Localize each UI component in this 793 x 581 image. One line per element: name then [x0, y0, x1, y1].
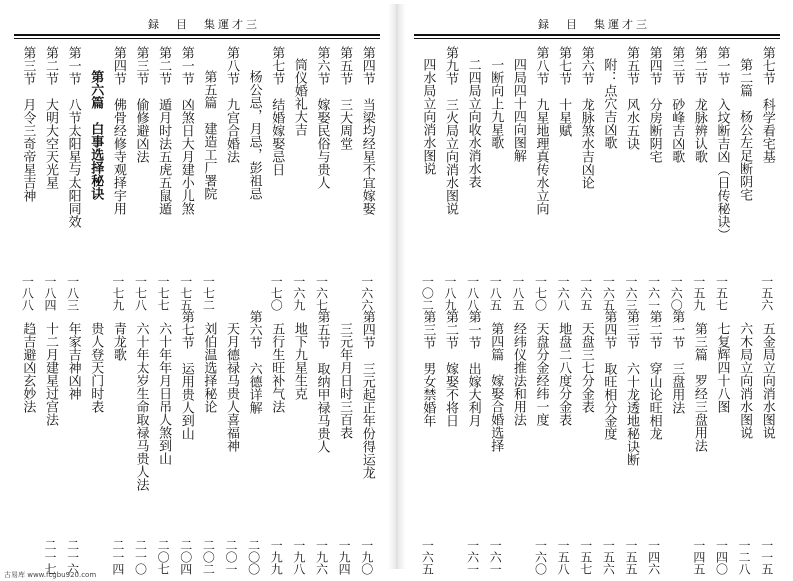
toc-entry-title: 第三篇 罗经三盘用法 [691, 322, 707, 452]
toc-entry [267, 310, 285, 575]
toc-entry [358, 46, 376, 311]
toc-entry-title: 第四节 当梁均经星不宜嫁娶 [359, 46, 375, 215]
header-rule-thin [14, 38, 380, 39]
toc-entry-page-number: 一八五 [510, 275, 525, 311]
toc-entry [418, 310, 436, 575]
toc-entry-title: 十二月建星过宫法 [42, 322, 58, 426]
toc-entry-page-number: 一〇二 [420, 275, 435, 311]
header-lu: 録 [538, 18, 552, 31]
toc-entry [418, 46, 436, 311]
toc-entry [290, 46, 308, 311]
toc-entry [599, 46, 617, 311]
header-lu: 録 [148, 18, 162, 31]
toc-entry [690, 310, 708, 575]
toc-entry-title: 地下九星生克 [291, 322, 307, 400]
toc-entry [358, 310, 376, 575]
toc-entry-title: 第七节 运用贵人到山 [178, 310, 194, 440]
toc-entry-title: 第三节 月令三奇帝星吉神 [20, 46, 36, 202]
left-page-header [148, 16, 260, 32]
toc-entry [577, 310, 595, 575]
toc-entry-title: 第二节 遁月时法五虎五鼠遁 [156, 46, 172, 215]
toc-entry-page-number: 二〇一 [223, 539, 238, 575]
toc-entry-page-number: 二〇四 [178, 539, 193, 575]
toc-entry-title: 筒仪婚礼大吉 [291, 58, 307, 136]
toc-entry [667, 46, 685, 311]
toc-entry-page-number: 一六九 [291, 275, 306, 311]
toc-entry-title: 第三节 砂峰吉凶歌 [669, 46, 685, 163]
toc-entry-title: 第四节 取旺相分金度 [601, 310, 617, 440]
toc-entry-page-number: 一九〇 [359, 539, 374, 575]
header-rule [14, 34, 380, 36]
toc-entry-title: 第五节 三大周堂 [337, 46, 353, 150]
toc-entry-title: 第四篇 嫁娶合婚选择 [488, 322, 504, 452]
toc-entry-title: 杨公忌，月忌，彭祖忌 [246, 70, 262, 200]
toc-entry-page-number: 一四五 [691, 539, 706, 575]
toc-entry [486, 46, 504, 311]
toc-entry-page-number: 一五八 [556, 539, 571, 575]
left-bottom-block [8, 310, 386, 575]
toc-entry [554, 46, 572, 311]
toc-entry-page-number: 一二八 [737, 539, 752, 575]
toc-entry [222, 46, 240, 311]
toc-entry-page-number: 二一七 [42, 539, 57, 575]
toc-entry [441, 46, 459, 311]
toc-entry [758, 46, 776, 311]
toc-entry-page-number: 一九六 [314, 539, 329, 575]
toc-entry-title: 第六节 嫁娶民俗与贵人 [314, 46, 330, 189]
toc-entry-title: 趋吉避凶玄妙法 [20, 322, 36, 413]
toc-entry [290, 310, 308, 575]
toc-entry [41, 310, 59, 575]
toc-entry-title: 四水局立向消水图说 [420, 58, 436, 175]
toc-entry-page-number: 一八三 [65, 275, 80, 311]
toc-entry [64, 310, 82, 575]
toc-entry-page-number: 二一〇 [133, 539, 148, 575]
toc-entry-title: 一断向上九星歌 [488, 58, 504, 149]
toc-entry-page-number: 一六五 [578, 275, 593, 311]
toc-entry-page-number: 二〇七 [156, 539, 171, 575]
toc-entry [199, 46, 217, 311]
toc-entry [109, 310, 127, 575]
toc-entry-page-number: 一六〇 [669, 275, 684, 311]
toc-entry-page-number: 一六五 [420, 539, 435, 575]
toc-entry-page-number: 一七九 [110, 275, 125, 311]
toc-entry-page-number: 一一五 [759, 539, 774, 575]
toc-entry [154, 310, 172, 575]
header-mu: 目 [566, 18, 580, 31]
toc-entry-page-number: 二一四 [110, 539, 125, 575]
toc-entry [622, 46, 640, 311]
toc-entry-title: 第七节 结婚嫁娶忌日 [269, 46, 285, 176]
right-page [408, 10, 786, 575]
toc-entry-page-number: 二〇二 [201, 539, 216, 575]
toc-entry-page-number: 一五六 [759, 275, 774, 311]
toc-entry-title: 第四节 三元起正年份得运龙 [359, 310, 375, 479]
toc-entry-title: 二四局立向收水消水表 [465, 58, 481, 188]
header-rule [414, 34, 780, 36]
toc-entry-title: 第一节 凶煞日大月建小儿煞 [178, 46, 194, 215]
toc-entry-page-number: 一六六 [359, 275, 374, 311]
toc-entry-title: 第三节 偷修避凶法 [133, 46, 149, 163]
toc-entry [758, 310, 776, 575]
toc-entry [735, 46, 753, 311]
watermark-footer: 古易库 www.fcgbu920.com [4, 571, 97, 579]
toc-entry-page-number: 一九八 [291, 539, 306, 575]
toc-entry-title: 三元年月日时三百表 [337, 322, 353, 439]
toc-entry [509, 310, 527, 575]
toc-entry [312, 46, 330, 311]
toc-entry-title: 第八节 九宫合婚法 [223, 46, 239, 163]
toc-entry-title: 六十年太岁生命取禄马贵人法 [133, 322, 149, 491]
toc-entry-page-number: 一四〇 [714, 539, 729, 575]
toc-entry-title: 青龙歌 [110, 322, 126, 361]
header-book-title: 集運才三 [594, 18, 650, 31]
toc-entry [464, 46, 482, 311]
toc-entry-page-number: 一五七 [714, 275, 729, 311]
toc-entry-page-number: 一六八 [556, 275, 571, 311]
toc-entry-title: 附：点穴吉凶歌 [601, 58, 617, 149]
toc-entry-title: 第四节 分房断阴宅 [646, 46, 662, 163]
toc-entry-page-number: 一六五 [601, 275, 616, 311]
book-gutter [388, 4, 406, 569]
toc-entry-title: 第九节 三火局立向消水图说 [442, 46, 458, 215]
toc-entry [267, 46, 285, 311]
left-page [8, 10, 386, 575]
toc-entry-page-number: 一五五 [623, 539, 638, 575]
toc-entry [177, 310, 195, 575]
toc-entry-title: 第一节 入坟断吉凶（日传秘诀） [714, 46, 730, 241]
toc-entry-title: 第二节 龙脉辨认歌 [691, 46, 707, 163]
toc-entry-page-number: 一八九 [442, 275, 457, 311]
toc-entry-title: 六十年年月日吊人煞到山 [156, 322, 172, 465]
toc-entry-page-number: 一六三 [623, 275, 638, 311]
toc-entry-title: 第二节 穿山论旺相龙 [646, 310, 662, 440]
toc-entry-title: 第六篇 白事选择秘诀 [88, 70, 104, 200]
toc-entry [712, 46, 730, 311]
toc-entry [18, 310, 36, 575]
toc-entry [41, 46, 59, 311]
toc-entry-title: 第四节 佛骨经修寺观择宇用 [110, 46, 126, 215]
toc-entry-title: 第二节 大明大空天光星 [42, 46, 58, 189]
toc-entry-title: 天盘三七分金表 [578, 322, 594, 413]
toc-entry-page-number: 一七〇 [269, 275, 284, 311]
toc-entry [335, 46, 353, 311]
toc-entry [154, 46, 172, 311]
toc-entry [312, 310, 330, 575]
right-top-block [408, 46, 786, 311]
toc-entry-title: 天盘分金经纬一度 [533, 322, 549, 426]
toc-entry-page-number: 一七五 [178, 275, 193, 311]
toc-entry-title: 第一节 三盘用法 [669, 310, 685, 414]
toc-entry [735, 310, 753, 575]
toc-entry-title: 七复辉四十八图 [714, 322, 730, 413]
header-rule-thin [414, 38, 780, 39]
toc-entry [335, 310, 353, 575]
toc-entry-page-number: 一八八 [20, 275, 35, 311]
toc-entry-title: 第七节 十星赋 [556, 46, 572, 137]
toc-entry [131, 46, 149, 311]
right-bottom-block [408, 310, 786, 575]
toc-entry-title: 年家吉神凶神 [65, 322, 81, 400]
toc-entry [509, 46, 527, 311]
toc-entry [245, 310, 263, 575]
toc-entry [486, 310, 504, 575]
toc-entry [18, 46, 36, 311]
toc-entry [531, 310, 549, 575]
toc-entry-page-number: 二〇〇 [246, 539, 261, 575]
toc-entry-page-number: 一七〇 [533, 275, 548, 311]
toc-entry-title: 第三节 男女禁婚年 [420, 310, 436, 427]
toc-entry [464, 310, 482, 575]
toc-entry-title: 五行生旺补气法 [269, 322, 285, 413]
toc-entry-page-number: 一六一 [488, 539, 503, 575]
toc-entry-page-number: 一六七 [314, 275, 329, 311]
toc-entry-page-number: 一九九 [269, 539, 284, 575]
header-book-title: 集運才三 [204, 18, 260, 31]
left-top-block [8, 46, 386, 311]
toc-entry-title: 第二篇 杨公左足断阴宅 [737, 58, 753, 201]
toc-entry-page-number: 一六〇 [533, 539, 548, 575]
toc-entry [577, 46, 595, 311]
toc-entry-title: 第五篇 建造工厂署院 [201, 70, 217, 200]
toc-entry-page-number: 一六一 [465, 539, 480, 575]
toc-entry-title: 第五节 风水五诀 [623, 46, 639, 150]
toc-entry-page-number: 一五九 [691, 275, 706, 311]
toc-entry [177, 46, 195, 311]
toc-entry [690, 46, 708, 311]
toc-entry [441, 310, 459, 575]
toc-entry [712, 310, 730, 575]
toc-entry-title: 贵人登天门时表 [88, 322, 104, 413]
toc-entry-title: 第一节 出嫁大利月 [465, 310, 481, 427]
toc-entry [599, 310, 617, 575]
toc-entry-title: 刘伯温选择秘论 [201, 322, 217, 413]
toc-entry [86, 46, 104, 311]
toc-entry-page-number: 一八五 [488, 275, 503, 311]
toc-entry [86, 310, 104, 575]
toc-entry-page-number: 一七七 [156, 275, 171, 311]
toc-entry-title: 第六节 六德详解 [246, 310, 262, 414]
toc-entry-title: 天月德禄马贵人喜福神 [223, 322, 239, 452]
toc-entry [645, 46, 663, 311]
toc-entry [531, 46, 549, 311]
toc-entry [222, 310, 240, 575]
toc-entry [645, 310, 663, 575]
toc-entry-title: 第五节 取纳甲禄马贵人 [314, 310, 330, 453]
toc-entry [554, 310, 572, 575]
toc-entry-page-number: 一五六 [601, 539, 616, 575]
toc-entry-title: 五金局立向消水图说 [759, 322, 775, 439]
toc-entry-page-number: 一七二 [201, 275, 216, 311]
toc-entry-page-number: 一九四 [337, 539, 352, 575]
toc-entry-title: 第二节 嫁娶不将日 [442, 310, 458, 427]
toc-entry-title: 第七节 科学看宅基 [759, 46, 775, 163]
toc-entry-title: 第一节 八节太阳星与太阳同效 [65, 46, 81, 228]
toc-entry [131, 310, 149, 575]
toc-entry-title: 第六节 龙脉煞水吉凶论 [578, 46, 594, 189]
toc-entry [622, 310, 640, 575]
toc-entry-title: 地盘二八度分金表 [556, 322, 572, 426]
toc-entry-title: 第八节 九星地理真传水立向 [533, 46, 549, 215]
toc-entry [64, 46, 82, 311]
toc-entry-page-number: 一五七 [578, 539, 593, 575]
right-page-header [538, 16, 650, 32]
header-mu: 目 [176, 18, 190, 31]
toc-entry [109, 46, 127, 311]
toc-entry-title: 六木局立向消水图说 [737, 322, 753, 439]
toc-entry-page-number: 二一六 [65, 539, 80, 575]
toc-entry-page-number: 一七八 [133, 275, 148, 311]
toc-entry-page-number: 一八四 [42, 275, 57, 311]
toc-entry-page-number: 一六一 [646, 275, 661, 311]
toc-entry-title: 四局四十四向图解 [510, 58, 526, 162]
toc-entry-page-number: 一八八 [465, 275, 480, 311]
toc-entry-title: 经纬仪推法和用法 [510, 322, 526, 426]
toc-entry-page-number: 一四六 [646, 539, 661, 575]
toc-entry [199, 310, 217, 575]
toc-entry-title: 第三节 六十龙透地秘诀断 [623, 310, 639, 466]
toc-entry [245, 46, 263, 311]
toc-entry [667, 310, 685, 575]
